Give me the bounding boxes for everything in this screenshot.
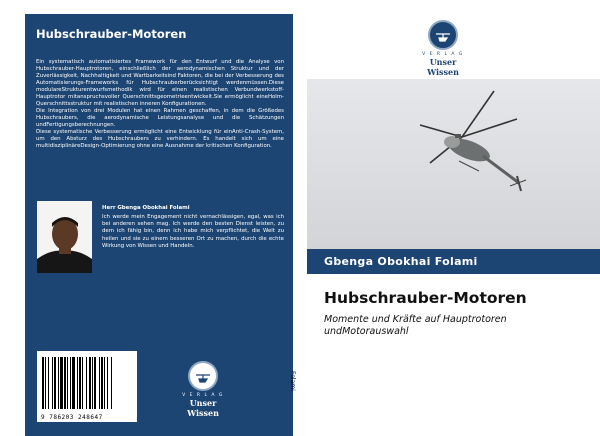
barcode-bar (92, 357, 93, 409)
book-description (36, 59, 284, 150)
barcode-bar (86, 357, 87, 409)
barcode-bar (111, 357, 112, 409)
helicopter-emblem-icon (428, 20, 458, 50)
helicopter-emblem-icon (188, 361, 218, 391)
barcode-bar (48, 357, 49, 409)
barcode-number: 9 786203 248647 (41, 414, 103, 421)
helicopter-photo (307, 79, 600, 249)
barcode-bar (94, 357, 96, 409)
barcode-bar (70, 357, 71, 409)
barcode-bars (37, 351, 137, 413)
author-photo (37, 201, 92, 273)
barcode-bar (58, 357, 59, 409)
barcode-bar (67, 357, 68, 409)
barcode-bar (107, 357, 108, 409)
barcode-bar (64, 357, 66, 409)
barcode-bar (89, 357, 91, 409)
barcode-bar (82, 357, 83, 409)
barcode-bar (72, 357, 75, 409)
barcode-bar (99, 357, 100, 409)
barcode-bar (101, 357, 103, 409)
barcode-bar (52, 357, 53, 409)
author-bio: Ich werde mein Engagement nicht vernachlässigen, egal, was ich bei anderen sehen mag. Ich werde den besten Dienst leisten, zu dem ich fähig bin, denn ich habe mich verpflichtet, die Welt zu heilen und sie zu einem besseren Ort zu machen, durch die echte Wirkung von Wissen und Handeln. (102, 214, 284, 249)
publisher-verlag: V E R L A G (422, 52, 464, 57)
publisher-name: Unser Wissen (187, 398, 219, 418)
barcode-bar (104, 357, 105, 409)
barcode (37, 351, 137, 422)
publisher-verlag: V E R L A G (182, 393, 224, 398)
book-title: Hubschrauber-Motoren (324, 289, 527, 307)
barcode-bar (45, 357, 46, 409)
barcode-bar (79, 357, 81, 409)
front-publisher-logo (413, 20, 473, 77)
back-cover-title: Hubschrauber-Motoren (36, 27, 187, 41)
description-paragraph: Die Integration von drei Modulen hat einen Rahmen geschaffen, in dem die Größedes Hubschraubers, die aerodynamische Leistungsanalyse und die Schätzungen undFertigungsberechnungen. (36, 108, 284, 128)
barcode-bar (60, 357, 63, 409)
description-paragraph: Ein systematisch automatisiertes Framework für den Entwurf und die Analyse von Hubschrauber-Hauptrotoren, einschließlich der aerodynamischen Struktur und der Zuverlässigkeit, Nachhaltigkeit und Wartbarkeitsind Faktoren, die bei der Verbesserung des Automatisierungs-Frameworks für Hubschrauberberücksichtigt werdenmüssen.Diese modulareStrukturentwurfsmethodik wird für einen realistischen Verbundwerkstoff-Hauptrotor mitanspruchsvoller Querschnittsgeometrieentwickelt.Sie ermöglicht eineHolm-Querschnittsstruktur mit realistischen inneren Konfigurationen. (36, 59, 284, 107)
author-name: Herr Gbenga Obokhai Folami (102, 205, 190, 211)
description-paragraph: Diese systematische Verbesserung ermöglicht eine Entwicklung für einAnti-Crash-System, um den Absturz des Hubschraubers zu verhindern. Es handelt sich um eine multidisziplinäreDesign-Optimierung ohne eine Ausnahme der kritischen Konfiguration. (36, 129, 284, 149)
back-cover (25, 14, 293, 436)
barcode-bar (54, 357, 56, 409)
barcode-bar (42, 357, 44, 409)
front-author-name: Gbenga Obokhai Folami (324, 255, 478, 268)
book-subtitle: Momente und Kräfte auf Hauptrotoren undMotorauswahl (324, 314, 507, 337)
back-publisher-logo (173, 361, 233, 418)
barcode-bar (77, 357, 78, 409)
spine-author: Folami (289, 371, 296, 391)
author-band (307, 249, 600, 274)
publisher-name: Unser Wissen (427, 57, 459, 77)
